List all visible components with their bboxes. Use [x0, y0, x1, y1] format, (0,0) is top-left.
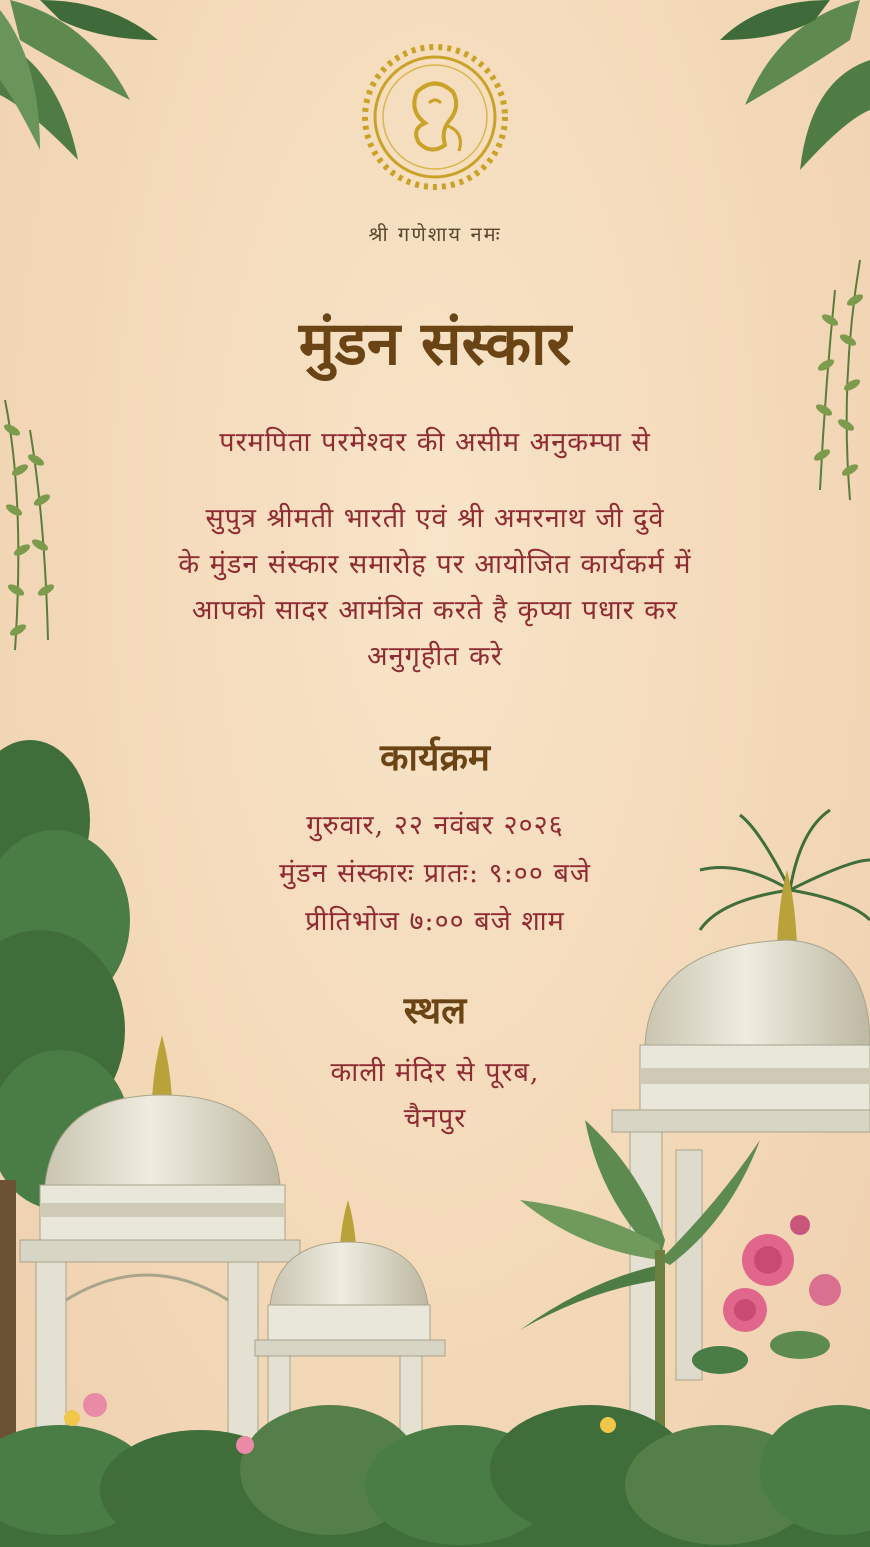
- invitation-message: [95, 496, 775, 680]
- ceremony-title: मुंडन संस्कार: [298, 309, 572, 379]
- top-right-leaves-icon: [720, 0, 870, 170]
- program-heading: कार्यक्रम: [379, 735, 490, 779]
- venue-line: काली मंदिर से पूरब,: [330, 1057, 540, 1088]
- venue-details: [0, 1050, 870, 1142]
- venue-heading: स्थल: [403, 988, 467, 1032]
- invite-line: सुपुत्र श्रीमती भारती एवं श्री अमरनाथ जी दुवे: [205, 503, 665, 534]
- top-left-leaves-icon: [0, 0, 158, 160]
- right-pavilion-icon: [612, 870, 870, 1432]
- invite-line: अनुगृहीत करे: [367, 641, 503, 672]
- blessing-text: परमपिता परमेश्वर की असीम अनुकम्पा से: [219, 427, 651, 458]
- program-date: गुरुवार, २२ नवंबर २०२६: [306, 810, 564, 841]
- greeting-text: श्री गणेशाय नमः: [368, 222, 502, 246]
- invite-line: के मुंडन संस्कार समारोह पर आयोजित कार्यकर्म में: [178, 549, 692, 580]
- bottom-shrubs-icon: [0, 1393, 870, 1547]
- ganesha-emblem-icon: [365, 47, 505, 187]
- venue-line: चैनपुर: [403, 1103, 467, 1134]
- program-ceremony-time: मुंडन संस्कारः प्रातः: ९:०० बजे: [279, 858, 591, 889]
- invite-line: आपको सादर आमंत्रित करते है कृप्या पधार कर: [191, 595, 679, 626]
- program-details: [0, 802, 870, 946]
- roses-icon: [692, 1215, 841, 1374]
- program-feast-time: प्रीतिभोज ७:०० बजे शाम: [305, 906, 565, 937]
